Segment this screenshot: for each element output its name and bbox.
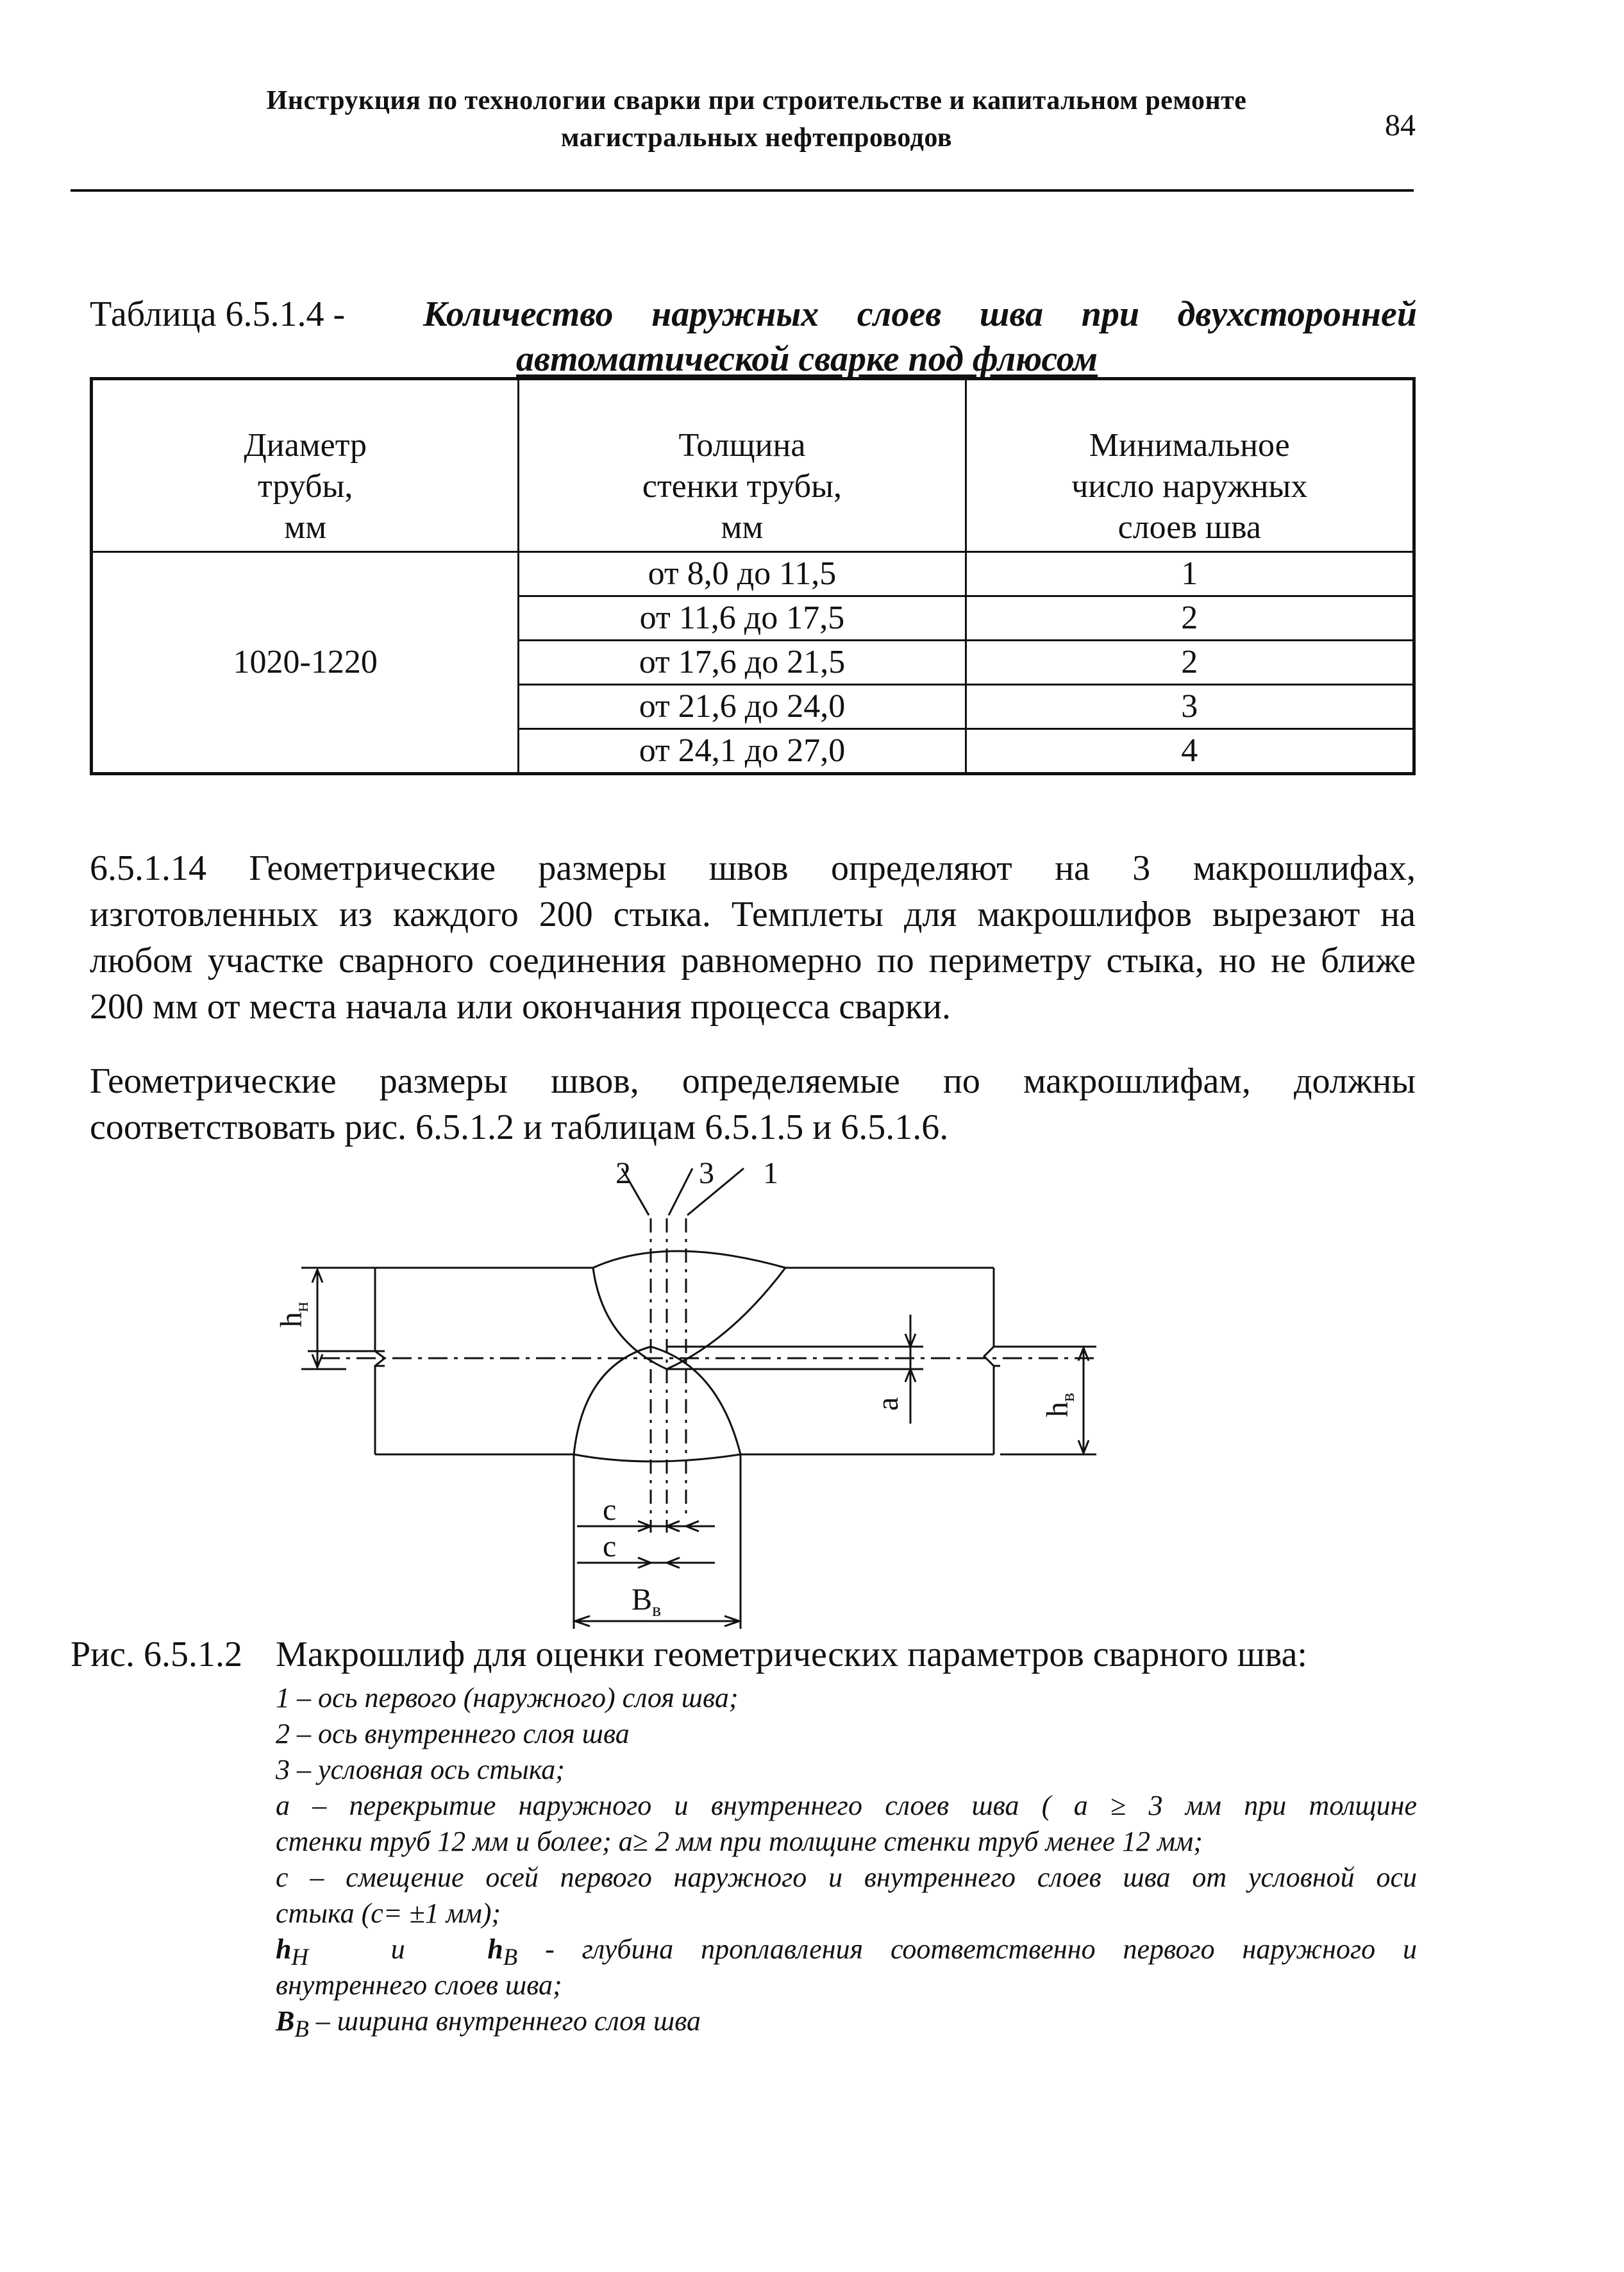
legend-item-bv: $В_В$ – ширина внутреннего слоя шва [276,2005,701,2042]
label-1: 1 [763,1156,778,1190]
label-a: a [871,1397,905,1411]
layers-table [90,377,1416,775]
plate-outline [994,1268,1000,1454]
document-header [180,82,1334,156]
table-title-line-1: Количество наружных слоев шва при двухсторонней [423,294,1417,334]
label-c2: c [603,1529,617,1563]
cell-layers: 4 [966,729,1414,774]
outer-weld-fusion [593,1268,785,1369]
inner-weld-fusion [574,1347,741,1454]
legend-item-h-line2: внутреннего слоев шва; [276,1969,562,2001]
cell-layers: 2 [966,596,1414,641]
label-hn: $h_н$ [274,1301,312,1327]
label-2: 2 [615,1156,631,1190]
cell-thickness: от 17,6 до 21,5 [519,641,966,685]
header-line-2: магистральных нефтепроводов [560,123,953,153]
header-layers: Минимальное число наружных слоев шва [966,379,1414,552]
leader-3 [669,1168,692,1215]
table-title-line-2: автоматической сварке под флюсом [516,339,1098,379]
inner-weld-cap [574,1454,741,1461]
legend-item-c-line1: с – смещение осей первого наружного и внутреннего слоев шва от условной оси [276,1862,1417,1893]
legend-item-h-line1: $h_Н$ и $h_В$ - глубина проплавления соответственно первого наружного и [276,1933,1418,1970]
header-diameter: Диаметр трубы, мм [92,379,519,552]
figure-caption: Макрошлиф для оценки геометрических параметров сварного шва: [276,1635,1307,1674]
right-plate-jog [984,1347,994,1366]
legend-item-1: 1 – ось первого (наружного) слоя шва; [276,1682,739,1713]
cell-thickness: от 11,6 до 17,5 [519,596,966,641]
cell-thickness: от 8,0 до 11,5 [519,552,966,596]
cell-layers: 2 [966,641,1414,685]
figure-label: Рис. 6.5.1.2 [71,1635,242,1674]
legend-item-3: 3 – условная ось стыка; [276,1754,565,1785]
paragraph-6-5-1-14: 6.5.1.14 Геометрические размеры швов определяют на 3 макрошлифах, изготовленных из каждого 200 стыка. Темплеты для макрошлифов вырезают на любом участке сварного соединения равномерно по периметру стыка, но не ближе 200 мм от места начала или окончания процесса сварки. [90,848,1416,1027]
header-rule [71,189,1414,192]
label-c1: c [603,1493,617,1527]
paragraph-geometric-sizes: Геометрические размеры швов, определяемые по макрошлифам, должны соответствовать рис. 6.5.1.2 и таблицам 6.5.1.5 и 6.5.1.6. [90,1061,1416,1147]
label-3: 3 [699,1156,714,1190]
legend-item-a-line2: стенки труб 12 мм и более; а≥ 2 мм при толщине стенки труб менее 12 мм; [276,1826,1203,1857]
outer-weld-cap [593,1251,785,1268]
legend-item-a-line1: а – перекрытие наружного и внутреннего слоев шва ( а ≥ 3 мм при толщине [276,1790,1417,1821]
cell-layers: 3 [966,685,1414,729]
cell-thickness: от 21,6 до 24,0 [519,685,966,729]
cell-thickness: от 24,1 до 27,0 [519,729,966,774]
label-hv: $h_в$ [1041,1392,1078,1417]
macrosection-figure [256,1154,1186,1635]
legend-item-2: 2 – ось внутреннего слоя шва [276,1718,630,1749]
cell-layers: 1 [966,552,1414,596]
header-thickness: Толщина стенки трубы, мм [519,379,966,552]
weld-diagram [256,1154,1186,1635]
table-label: Таблица 6.5.1.4 - [90,294,346,334]
table-header-row [92,379,1414,552]
header-line-1: Инструкция по технологии сварки при строительстве и капитальном ремонте [266,86,1247,115]
leader-1 [687,1168,744,1215]
legend-item-c-line2: стыка (с= ±1 мм); [276,1898,501,1929]
cell-diameter: 1020-1220 [92,552,519,774]
table-row [92,552,1414,596]
page-number: 84 [1385,108,1416,142]
label-bv: $B_в$ [632,1583,662,1620]
